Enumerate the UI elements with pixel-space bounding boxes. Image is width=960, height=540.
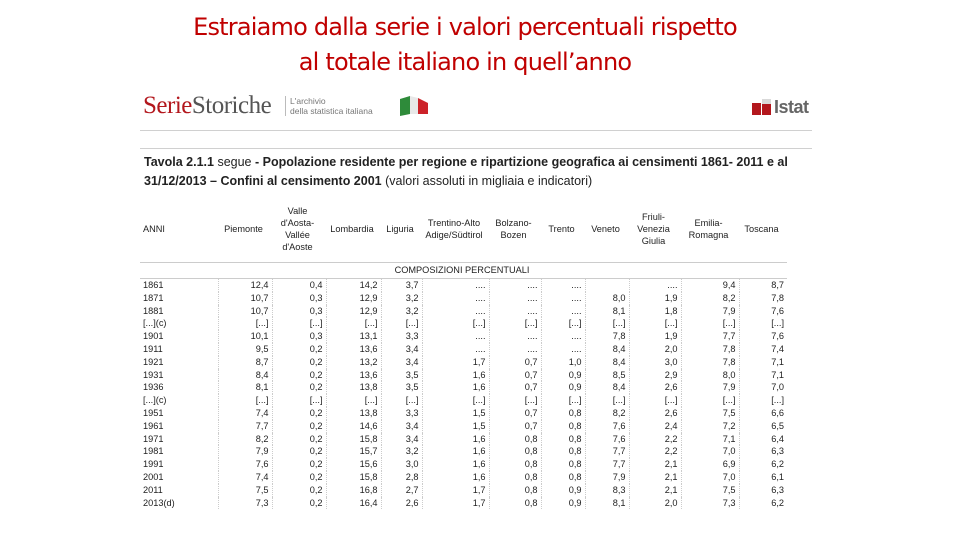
value-cell: 0,2: [272, 356, 326, 369]
value-cell: 8,2: [681, 292, 739, 305]
population-table: [140, 196, 787, 509]
value-cell: 2,0: [629, 343, 681, 356]
column-header: Trento: [541, 196, 585, 263]
value-cell: 7,6: [739, 330, 787, 343]
value-cell: 7,9: [681, 305, 739, 318]
table-row: [140, 445, 787, 458]
value-cell: 0,2: [272, 381, 326, 394]
section-label-row: [140, 263, 787, 279]
tavola-number: Tavola 2.1.1: [144, 155, 214, 169]
value-cell: 8,4: [585, 381, 629, 394]
value-cell: 3,2: [381, 292, 422, 305]
value-cell: 7,9: [681, 381, 739, 394]
value-cell: 12,4: [218, 279, 272, 292]
value-cell: 2,9: [629, 369, 681, 382]
value-cell: [...]: [489, 317, 541, 330]
value-cell: ....: [629, 279, 681, 292]
value-cell: 8,7: [218, 356, 272, 369]
value-cell: 0,7: [489, 369, 541, 382]
value-cell: 7,1: [681, 433, 739, 446]
value-cell: 2,6: [629, 407, 681, 420]
logo-storiche: Storiche: [191, 92, 272, 119]
value-cell: 8,4: [585, 356, 629, 369]
value-cell: 15,6: [326, 458, 381, 471]
value-cell: 0,8: [541, 407, 585, 420]
value-cell: [...]: [739, 394, 787, 407]
value-cell: 0,8: [489, 433, 541, 446]
value-cell: 7,8: [739, 292, 787, 305]
value-cell: 0,2: [272, 433, 326, 446]
logo-subtitle-line-1: L'archivio: [290, 96, 326, 106]
value-cell: 7,6: [218, 458, 272, 471]
value-cell: 6,4: [739, 433, 787, 446]
value-cell: 16,4: [326, 497, 381, 510]
value-cell: 2,1: [629, 471, 681, 484]
value-cell: 7,6: [585, 433, 629, 446]
value-cell: [...]: [541, 394, 585, 407]
value-cell: 7,1: [739, 356, 787, 369]
value-cell: 7,4: [218, 407, 272, 420]
value-cell: 0,2: [272, 420, 326, 433]
value-cell: 7,6: [585, 420, 629, 433]
value-cell: 2,2: [629, 445, 681, 458]
value-cell: ....: [541, 279, 585, 292]
value-cell: 9,4: [681, 279, 739, 292]
value-cell: 7,4: [218, 471, 272, 484]
value-cell: [...]: [739, 317, 787, 330]
year-cell: 1911: [143, 343, 163, 354]
value-cell: 1,6: [422, 381, 489, 394]
table-row: [140, 356, 787, 369]
value-cell: [...]: [489, 394, 541, 407]
value-cell: 8,2: [218, 433, 272, 446]
value-cell: 13,6: [326, 343, 381, 356]
value-cell: 7,8: [681, 356, 739, 369]
section-label: COMPOSIZIONI PERCENTUALI: [140, 263, 787, 279]
value-cell: [...]: [272, 394, 326, 407]
value-cell: 6,1: [739, 471, 787, 484]
value-cell: 15,7: [326, 445, 381, 458]
value-cell: ....: [422, 330, 489, 343]
year-cell: 2011: [143, 484, 163, 495]
column-header: Liguria: [381, 196, 422, 263]
table-row: [140, 343, 787, 356]
logo-subtitle: [285, 96, 373, 116]
table-row: [140, 484, 787, 497]
value-cell: 6,9: [681, 458, 739, 471]
value-cell: [...]: [381, 394, 422, 407]
column-header: Trentino-Alto Adige/Südtirol: [422, 196, 489, 263]
value-cell: 2,2: [629, 433, 681, 446]
value-cell: 7,8: [681, 343, 739, 356]
value-cell: 14,2: [326, 279, 381, 292]
value-cell: [...]: [629, 394, 681, 407]
table-row: [140, 420, 787, 433]
value-cell: ....: [541, 292, 585, 305]
value-cell: 6,2: [739, 458, 787, 471]
value-cell: 12,9: [326, 292, 381, 305]
table-row: [140, 471, 787, 484]
value-cell: 0,8: [489, 484, 541, 497]
value-cell: 0,3: [272, 292, 326, 305]
value-cell: 7,7: [585, 445, 629, 458]
value-cell: [...]: [218, 394, 272, 407]
value-cell: 12,9: [326, 305, 381, 318]
table-row: [140, 407, 787, 420]
value-cell: 8,0: [585, 292, 629, 305]
year-cell: 1901: [143, 331, 164, 342]
value-cell: 7,9: [585, 471, 629, 484]
table-row: [140, 497, 787, 510]
value-cell: 0,8: [489, 458, 541, 471]
value-cell: 0,8: [489, 497, 541, 510]
table-row: [140, 433, 787, 446]
value-cell: 7,1: [739, 369, 787, 382]
value-cell: 1,5: [422, 420, 489, 433]
column-header: Emilia-Romagna: [681, 196, 739, 263]
value-cell: [...]: [422, 317, 489, 330]
year-cell: 2013(d): [143, 497, 175, 508]
value-cell: ....: [489, 292, 541, 305]
value-cell: 3,4: [381, 343, 422, 356]
value-cell: [...]: [272, 317, 326, 330]
value-cell: [...]: [326, 317, 381, 330]
value-cell: 6,3: [739, 445, 787, 458]
value-cell: 10,7: [218, 305, 272, 318]
value-cell: 7,7: [681, 330, 739, 343]
year-cell: 1951: [143, 407, 164, 418]
value-cell: ....: [489, 279, 541, 292]
value-cell: 1,7: [422, 356, 489, 369]
value-cell: 9,5: [218, 343, 272, 356]
value-cell: 1,6: [422, 458, 489, 471]
value-cell: 10,1: [218, 330, 272, 343]
value-cell: 7,2: [681, 420, 739, 433]
value-cell: 0,8: [489, 471, 541, 484]
value-cell: 1,6: [422, 433, 489, 446]
value-cell: 3,3: [381, 330, 422, 343]
value-cell: 1,8: [629, 305, 681, 318]
value-cell: ....: [541, 330, 585, 343]
value-cell: 0,2: [272, 407, 326, 420]
value-cell: 0,2: [272, 471, 326, 484]
slide-title-line-1: Estraiamo dalla serie i valori percentuali rispetto: [193, 13, 737, 41]
value-cell: 1,0: [541, 356, 585, 369]
value-cell: 1,9: [629, 330, 681, 343]
table-row: [140, 458, 787, 471]
value-cell: 0,8: [541, 420, 585, 433]
value-cell: 0,8: [541, 445, 585, 458]
value-cell: 1,7: [422, 497, 489, 510]
logo-serie: Serie: [143, 92, 192, 119]
slide-title: [0, 10, 930, 80]
value-cell: 13,1: [326, 330, 381, 343]
value-cell: 8,4: [218, 369, 272, 382]
serie-storiche-logo: [143, 92, 271, 120]
value-cell: 7,6: [739, 305, 787, 318]
value-cell: 6,6: [739, 407, 787, 420]
value-cell: 7,5: [681, 484, 739, 497]
column-header: Friuli-Venezia Giulia: [629, 196, 681, 263]
column-header: Bolzano-Bozen: [489, 196, 541, 263]
value-cell: 2,1: [629, 458, 681, 471]
value-cell: [585, 279, 629, 292]
value-cell: 3,0: [381, 458, 422, 471]
year-cell: 1936: [143, 382, 164, 393]
value-cell: 6,3: [739, 484, 787, 497]
value-cell: 13,2: [326, 356, 381, 369]
table-row: [140, 279, 787, 292]
value-cell: 0,8: [541, 458, 585, 471]
value-cell: 7,4: [739, 343, 787, 356]
year-cell: 1981: [143, 446, 164, 457]
value-cell: 0,7: [489, 420, 541, 433]
value-cell: 15,8: [326, 433, 381, 446]
divider: [140, 148, 812, 149]
value-cell: 0,3: [272, 305, 326, 318]
value-cell: 3,2: [381, 445, 422, 458]
value-cell: 13,8: [326, 407, 381, 420]
value-cell: [...]: [681, 394, 739, 407]
divider: [140, 130, 812, 131]
year-cell: 1881: [143, 305, 164, 316]
value-cell: 0,7: [489, 407, 541, 420]
value-cell: ....: [422, 305, 489, 318]
table-row: [140, 394, 787, 407]
value-cell: [...]: [585, 317, 629, 330]
year-cell: 1931: [143, 369, 164, 380]
value-cell: 3,0: [629, 356, 681, 369]
table-row: [140, 369, 787, 382]
value-cell: 8,1: [585, 497, 629, 510]
value-cell: 0,2: [272, 369, 326, 382]
column-header: Piemonte: [218, 196, 272, 263]
value-cell: ....: [489, 305, 541, 318]
value-cell: [...]: [541, 317, 585, 330]
column-header: Lombardia: [326, 196, 381, 263]
value-cell: 2,8: [381, 471, 422, 484]
italian-flag-icon: [398, 95, 430, 117]
value-cell: 0,2: [272, 445, 326, 458]
column-header: ANNI: [140, 196, 218, 263]
value-cell: 7,8: [585, 330, 629, 343]
value-cell: ....: [541, 305, 585, 318]
value-cell: 16,8: [326, 484, 381, 497]
value-cell: 3,2: [381, 305, 422, 318]
table-header-row: [140, 196, 787, 263]
value-cell: 3,5: [381, 369, 422, 382]
value-cell: 1,6: [422, 369, 489, 382]
value-cell: 13,8: [326, 381, 381, 394]
istat-mark-icon: [752, 99, 772, 115]
value-cell: 8,0: [681, 369, 739, 382]
value-cell: 7,7: [585, 458, 629, 471]
value-cell: 8,3: [585, 484, 629, 497]
value-cell: 0,9: [541, 381, 585, 394]
column-header: Toscana: [739, 196, 787, 263]
value-cell: [...]: [422, 394, 489, 407]
value-cell: [...]: [629, 317, 681, 330]
value-cell: 0,8: [541, 471, 585, 484]
slide-title-line-2: al totale italiano in quell’anno: [298, 48, 632, 76]
value-cell: 1,6: [422, 471, 489, 484]
value-cell: 3,4: [381, 420, 422, 433]
column-header: Valle d'Aosta-Vallée d'Aoste: [272, 196, 326, 263]
logo-subtitle-line-2: della statistica italiana: [290, 106, 373, 116]
value-cell: 3,5: [381, 381, 422, 394]
value-cell: 0,8: [541, 433, 585, 446]
value-cell: 0,2: [272, 458, 326, 471]
value-cell: 7,3: [218, 497, 272, 510]
value-cell: 7,0: [681, 445, 739, 458]
value-cell: 8,1: [585, 305, 629, 318]
value-cell: 0,2: [272, 484, 326, 497]
value-cell: [...]: [218, 317, 272, 330]
value-cell: 8,1: [218, 381, 272, 394]
year-cell: [...](c): [143, 318, 167, 329]
value-cell: 7,5: [681, 407, 739, 420]
value-cell: 0,9: [541, 369, 585, 382]
value-cell: 3,3: [381, 407, 422, 420]
table-body: [140, 263, 787, 510]
value-cell: 2,1: [629, 484, 681, 497]
value-cell: 1,6: [422, 445, 489, 458]
logo-bar: [140, 86, 812, 126]
value-cell: 6,2: [739, 497, 787, 510]
table-row: [140, 381, 787, 394]
value-cell: 13,6: [326, 369, 381, 382]
year-cell: 1871: [143, 292, 164, 303]
year-cell: 1861: [143, 280, 164, 290]
year-cell: [...](c): [143, 395, 167, 406]
value-cell: 7,5: [218, 484, 272, 497]
value-cell: [...]: [381, 317, 422, 330]
value-cell: ....: [489, 330, 541, 343]
value-cell: 1,9: [629, 292, 681, 305]
value-cell: ....: [541, 343, 585, 356]
table-row: [140, 292, 787, 305]
value-cell: 8,2: [585, 407, 629, 420]
value-cell: 2,7: [381, 484, 422, 497]
value-cell: 0,7: [489, 381, 541, 394]
value-cell: ....: [422, 343, 489, 356]
value-cell: [...]: [585, 394, 629, 407]
tavola-title-a: - Popolazione residente per regione e ripartizione geografica ai censimenti 1861-: [254, 155, 733, 169]
value-cell: 15,8: [326, 471, 381, 484]
value-cell: 0,7: [489, 356, 541, 369]
table-row: [140, 330, 787, 343]
tavola-title-b: 2011 e al 31/12/2013 – Confini al censimento 2001: [144, 155, 788, 188]
value-cell: 0,2: [272, 343, 326, 356]
value-cell: 2,4: [629, 420, 681, 433]
value-cell: 0,9: [541, 497, 585, 510]
value-cell: ....: [422, 292, 489, 305]
document-scan: [140, 86, 812, 540]
tavola-title-c: (valori assoluti in migliaia e indicatori): [385, 174, 593, 188]
value-cell: 2,6: [629, 381, 681, 394]
value-cell: 2,6: [381, 497, 422, 510]
value-cell: 2,0: [629, 497, 681, 510]
value-cell: 8,7: [739, 279, 787, 292]
table-caption: [144, 153, 812, 191]
value-cell: [...]: [326, 394, 381, 407]
value-cell: ....: [422, 279, 489, 292]
value-cell: 3,4: [381, 433, 422, 446]
value-cell: 7,9: [218, 445, 272, 458]
value-cell: 0,4: [272, 279, 326, 292]
year-cell: 1971: [143, 433, 164, 444]
value-cell: 7,0: [681, 471, 739, 484]
value-cell: 0,2: [272, 497, 326, 510]
value-cell: 8,5: [585, 369, 629, 382]
value-cell: 8,4: [585, 343, 629, 356]
value-cell: 0,8: [489, 445, 541, 458]
tavola-segue: segue: [217, 155, 252, 169]
value-cell: 6,5: [739, 420, 787, 433]
value-cell: 7,3: [681, 497, 739, 510]
table-row: [140, 317, 787, 330]
value-cell: [...]: [681, 317, 739, 330]
year-cell: 1991: [143, 459, 164, 470]
istat-text: Istat: [774, 97, 809, 117]
value-cell: 0,9: [541, 484, 585, 497]
value-cell: 1,5: [422, 407, 489, 420]
value-cell: 7,0: [739, 381, 787, 394]
value-cell: 10,7: [218, 292, 272, 305]
table-row: [140, 305, 787, 318]
year-cell: 1921: [143, 356, 164, 367]
year-cell: 2001: [143, 471, 164, 482]
value-cell: 0,3: [272, 330, 326, 343]
value-cell: ....: [489, 343, 541, 356]
column-header: Veneto: [585, 196, 629, 263]
year-cell: 1961: [143, 420, 164, 431]
value-cell: 3,7: [381, 279, 422, 292]
value-cell: 7,7: [218, 420, 272, 433]
value-cell: 14,6: [326, 420, 381, 433]
value-cell: 3,4: [381, 356, 422, 369]
value-cell: 1,7: [422, 484, 489, 497]
